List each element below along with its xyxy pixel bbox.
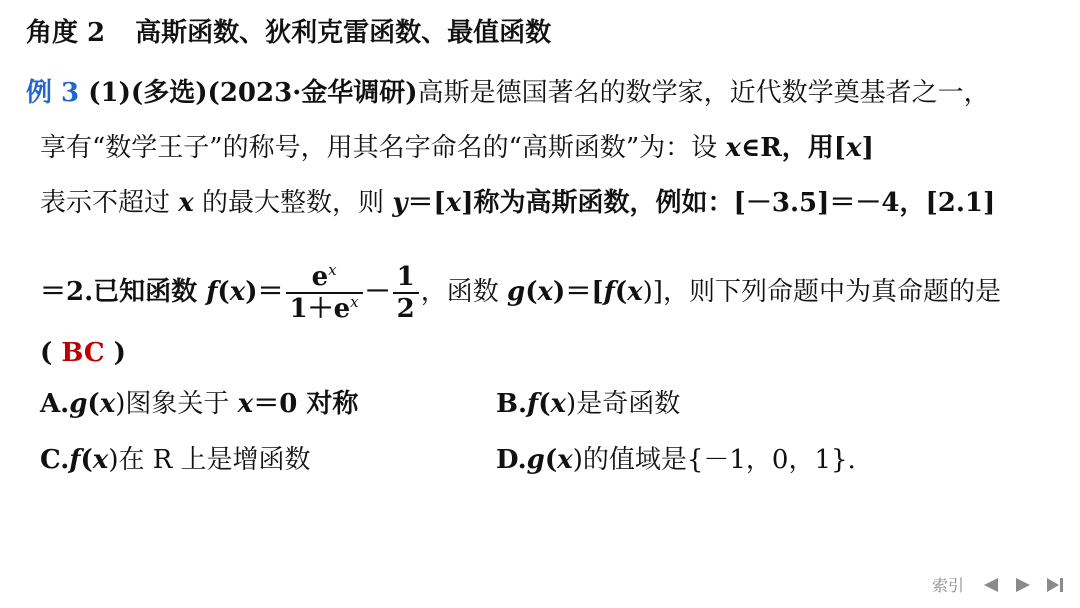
option-b <box>496 387 680 421</box>
text-segment: 表示不超过 <box>40 188 179 218</box>
text-segment: ( <box>217 277 230 307</box>
fraction-half <box>393 262 419 324</box>
var-x: x <box>99 389 116 419</box>
text-segment: )是奇函数 <box>566 389 681 419</box>
text-segment: ] <box>861 133 874 163</box>
var-x: x <box>445 188 462 218</box>
fn-f: f <box>603 277 615 307</box>
option-a <box>40 387 358 421</box>
fn-f: f <box>527 389 539 419</box>
fn-f: f <box>69 445 81 475</box>
text-segment: )图象关于 <box>115 389 238 419</box>
heading-text: 高斯函数、狄利克雷函数、最值函数 <box>135 18 552 48</box>
problem-line-1 <box>26 76 990 110</box>
text-segment: ( <box>87 389 100 419</box>
text-segment: ＝0 对称 <box>253 389 359 419</box>
option-label: D. <box>496 445 527 475</box>
fn-g: g <box>507 277 526 307</box>
fn-f: f <box>206 277 218 307</box>
fraction-numerator <box>286 262 363 294</box>
var-x: x <box>537 277 554 307</box>
last-page-icon[interactable] <box>1044 574 1066 596</box>
option-label: B. <box>496 389 528 419</box>
problem-part: (1) <box>88 78 131 108</box>
example-label: 例 3 <box>26 78 80 108</box>
option-d <box>496 443 856 477</box>
problem-line-2 <box>40 131 874 165</box>
fraction-denominator: 2 <box>396 294 415 324</box>
den-base: 1＋e <box>289 294 351 324</box>
option-c <box>40 443 311 477</box>
den-exponent: x <box>350 293 359 311</box>
section-heading <box>26 16 551 50</box>
prev-triangle-icon[interactable] <box>980 574 1002 596</box>
option-label: C. <box>40 445 70 475</box>
text-segment: ，函数 <box>420 277 508 307</box>
var-x: x <box>557 445 573 475</box>
answer-paren-close: ) <box>104 338 126 368</box>
var-x: x <box>550 389 567 419</box>
problem-type: (多选) <box>130 78 208 108</box>
text-segment: 的最大整数，则 <box>193 188 393 218</box>
index-link[interactable]: 索引 <box>931 576 964 595</box>
text-segment: ( <box>544 445 558 475</box>
fraction-exp <box>286 262 363 324</box>
var-y: y <box>392 188 408 218</box>
text-segment: ( <box>80 445 93 475</box>
slide-navigation <box>932 573 1066 596</box>
text-segment: ＝2.已知函数 <box>40 277 207 307</box>
answer-line <box>40 336 126 370</box>
problem-line-4 <box>40 262 1001 324</box>
text-segment: ∈R，用[ <box>740 133 847 163</box>
problem-source: (2023·金华调研) <box>207 78 418 108</box>
text-segment: ]称为高斯函数，例如：[－3.5]＝－4，[2.1] <box>461 188 996 218</box>
var-x: x <box>92 445 109 475</box>
fn-g: g <box>526 445 545 475</box>
num-base: e <box>311 262 329 292</box>
answer-value: BC <box>61 338 105 368</box>
var-x: x <box>627 277 643 307</box>
var-x: x <box>229 277 246 307</box>
fraction-denominator <box>286 294 363 324</box>
problem-line-3 <box>40 186 995 220</box>
text-segment: )＝[ <box>553 277 604 307</box>
text-segment: )在 R 上是增函数 <box>108 445 311 475</box>
var-x: x <box>237 389 254 419</box>
var-x: x <box>178 188 194 218</box>
text-segment: )＝ <box>245 277 284 307</box>
problem-text-1: 高斯是德国著名的数学家，近代数学奠基者之一， <box>417 78 990 108</box>
var-x: x <box>846 133 862 163</box>
var-x: x <box>725 133 741 163</box>
num-exponent: x <box>328 261 337 279</box>
text-segment: 享有“数学王子”的称号，用其名字命名的“高斯函数”为：设 <box>40 133 726 163</box>
option-label: A. <box>40 389 70 419</box>
text-segment: ( <box>538 389 551 419</box>
heading-label: 角度 2 <box>26 18 106 48</box>
fn-g: g <box>69 389 88 419</box>
fraction-numerator: 1 <box>393 262 419 294</box>
minus-sign: － <box>364 277 391 307</box>
next-triangle-icon[interactable] <box>1012 574 1034 596</box>
text-segment: ＝[ <box>407 188 446 218</box>
text-segment: )的值域是{－1，0，1}. <box>572 445 856 475</box>
text-segment: ( <box>614 277 628 307</box>
text-segment: )]，则下列命题中为真命题的是 <box>642 277 1001 307</box>
text-segment: ( <box>525 277 538 307</box>
answer-paren-open: ( <box>40 338 62 368</box>
